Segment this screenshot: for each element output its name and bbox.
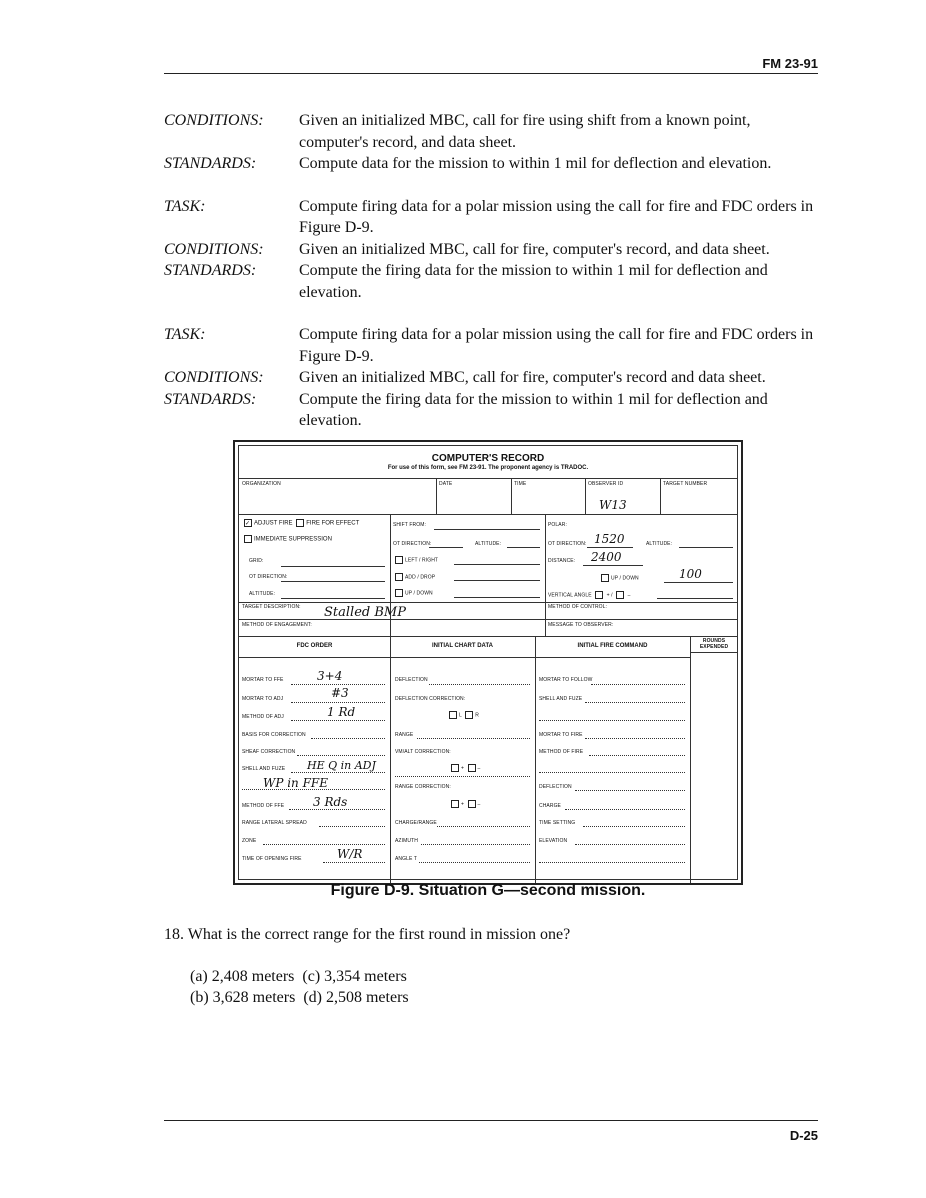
mortar-to-ffe-label: MORTAR TO FFE: [242, 677, 284, 683]
date-label: DATE: [439, 481, 453, 487]
l-r-option[interactable]: L R: [447, 711, 479, 719]
task-text: Compute firing data for a polar mission using the call for fire and FDC orders in Figure D-9.: [299, 197, 814, 236]
azimuth-label: AZIMUTH: [395, 838, 418, 844]
altitude-label: ALTITUDE:: [249, 591, 276, 597]
answer-row-2: [190, 989, 409, 1007]
polar-label: POLAR:: [548, 522, 567, 528]
conditions-label: CONDITIONS:: [164, 112, 264, 129]
figure-caption: Figure D-9. Situation G—second mission.: [330, 882, 646, 899]
ffe-box[interactable]: [296, 519, 304, 527]
time-label: TIME: [514, 481, 527, 487]
task-label: TASK:: [164, 197, 206, 215]
observer-id-label: OBSERVER ID: [588, 481, 624, 487]
col-rounds-expended: ROUNDS EXPENDED: [699, 638, 729, 650]
method-of-control-label: METHOD OF CONTROL:: [548, 604, 608, 610]
task-row: [164, 324, 820, 367]
distance-label: DISTANCE:: [548, 558, 576, 564]
conditions-label: CONDITIONS:: [164, 369, 264, 386]
method-of-adj-value: 1 Rd: [327, 705, 356, 719]
message-to-observer-label: MESSAGE TO OBSERVER:: [548, 622, 614, 628]
wp-in-ffe-value: WP in FFE: [263, 776, 329, 790]
immediate-suppression-checkbox[interactable]: [242, 535, 332, 543]
grid-label: GRID:: [249, 558, 264, 564]
standards-row: [164, 260, 820, 303]
col-initial-chart-data: INITIAL CHART DATA: [432, 643, 493, 649]
time-of-opening-fire-label: TIME OF OPENING FIRE: [242, 856, 302, 862]
target-description-value: Stalled BMP: [324, 605, 406, 620]
answer-a: (a) 2,408 meters: [190, 968, 295, 985]
mortar-to-follow-label: MORTAR TO FOLLOW: [539, 677, 593, 683]
plus-box[interactable]: [451, 800, 459, 808]
task-label: TASK:: [164, 326, 206, 343]
deflection2-label: DEFLECTION: [539, 784, 572, 790]
standards-label: STANDARDS:: [164, 390, 257, 408]
method-of-engagement-label: METHOD OF ENGAGEMENT:: [242, 622, 312, 628]
ot-direction-value: 1520: [594, 532, 625, 546]
range-plus-minus[interactable]: + –: [449, 800, 480, 808]
adjust-fire-label: ADJUST FIRE: [254, 520, 293, 527]
standards-row: [164, 389, 820, 432]
l-box[interactable]: [449, 711, 457, 719]
up2-box[interactable]: [601, 574, 609, 582]
body-text: [164, 110, 820, 432]
minus-box[interactable]: [468, 800, 476, 808]
mortar-to-adj-value: #3: [331, 686, 349, 700]
conditions-row: [164, 367, 820, 389]
left-box[interactable]: [395, 556, 403, 564]
plus-box[interactable]: [451, 764, 459, 772]
conditions-row: [164, 110, 820, 153]
mortar-to-fire-label: MORTAR TO FIRE: [539, 732, 583, 738]
elevation-label: ELEVATION: [539, 838, 568, 844]
question-18: 18. What is the correct range for the first round in mission one?: [164, 926, 571, 943]
charge-label: CHARGE: [539, 803, 561, 809]
answer-b: (b) 3,628 meters: [190, 989, 296, 1006]
charge-range-label: CHARGE/RANGE: [395, 820, 437, 826]
zone-label: ZONE: [242, 838, 257, 844]
deflection-correction-label: DEFLECTION CORRECTION:: [395, 696, 466, 702]
immediate-suppression-label: IMMEDIATE SUPPRESSION: [254, 536, 332, 543]
shift-from-label: SHIFT FROM:: [393, 522, 426, 528]
up-box[interactable]: [395, 589, 403, 597]
ffe-label: FIRE FOR EFFECT: [306, 520, 360, 527]
observer-id-value: W13: [599, 498, 627, 512]
standards-text: Compute the firing data for the mission to within 1 mil for deflection and elevation.: [299, 262, 768, 301]
page-header: FM 23-91: [762, 56, 818, 71]
organization-label: ORGANIZATION: [242, 481, 281, 487]
immediate-suppression-box[interactable]: [244, 535, 252, 543]
answer-d: (d) 2,508 meters: [303, 989, 409, 1006]
form-title: COMPUTER'S RECORD: [431, 453, 545, 464]
task-text: Compute firing data for a polar mission using the call for fire and FDC orders in Figure D-9.: [299, 326, 814, 365]
time-setting-label: TIME SETTING: [539, 820, 576, 826]
time-of-opening-fire-value: W/R: [337, 847, 363, 861]
standards-text: Compute the firing data for the mission to within 1 mil for deflection and elevation.: [299, 390, 768, 429]
conditions-label: CONDITIONS:: [164, 240, 264, 258]
add-box[interactable]: [395, 573, 403, 581]
footer-rule: [164, 1120, 818, 1121]
conditions-text: Given an initialized MBC, call for fire, computer's record and data sheet.: [299, 369, 766, 386]
conditions-text: Given an initialized MBC, call for fire using shift from a known point, computer's record, and data sheet.: [299, 112, 751, 151]
col-fdc-order: FDC ORDER: [296, 643, 333, 649]
distance-value: 2400: [591, 550, 622, 564]
adjust-fire-box[interactable]: ✓: [245, 521, 251, 527]
add-drop-option[interactable]: ADD / DROP: [393, 573, 435, 581]
deflection-label: DEFLECTION: [395, 677, 428, 683]
vertical-angle-label: VERTICAL ANGLE + / –: [548, 592, 631, 599]
form-subtitle: For use of this form, see FM 23-91. The proponent agency is TRADOC.: [387, 465, 589, 471]
method-of-ffe-label: METHOD OF FFE: [242, 803, 285, 809]
up-down2-option[interactable]: UP / DOWN: [599, 574, 639, 582]
method-of-ffe-value: 3 Rds: [313, 795, 348, 809]
computers-record-form: [233, 440, 743, 885]
standards-label: STANDARDS:: [164, 262, 257, 279]
shell-and-fuze-label: SHELL AND FUZE: [242, 766, 286, 772]
method-of-fire-label: METHOD OF FIRE: [539, 749, 584, 755]
range-correction-label: RANGE CORRECTION:: [395, 784, 451, 790]
up-down-option[interactable]: UP / DOWN: [393, 589, 433, 597]
altitude2-label: ALTITUDE:: [475, 541, 502, 547]
down-value: 100: [679, 567, 702, 581]
basis-for-correction-label: BASIS FOR CORRECTION: [242, 732, 306, 738]
answer-row-1: [190, 968, 407, 986]
vmalt-correction-label: VM/ALT CORRECTION:: [395, 749, 451, 755]
standards-text: Compute data for the mission to within 1 mil for deflection and elevation.: [299, 155, 772, 172]
vmalt-plus-minus[interactable]: + –: [449, 764, 480, 772]
ot-direction-label: OT DIRECTION:: [249, 574, 288, 580]
col-initial-fire-command: INITIAL FIRE COMMAND: [577, 643, 648, 649]
range-lateral-spread-label: RANGE LATERAL SPREAD: [242, 820, 307, 826]
method-of-adj-label: METHOD OF ADJ: [242, 714, 284, 720]
ot-direction3-label: OT DIRECTION:: [548, 541, 587, 547]
altitude3-label: ALTITUDE:: [646, 541, 673, 547]
form-inner-border: [238, 445, 738, 880]
ot-direction2-label: OT DIRECTION:: [393, 541, 432, 547]
mortar-to-adj-label: MORTAR TO ADJ: [242, 696, 284, 702]
answer-c: (c) 3,354 meters: [302, 968, 407, 985]
mortar-to-ffe-value: 3+4: [317, 669, 343, 683]
minus-box[interactable]: [468, 764, 476, 772]
standards-label: STANDARDS:: [164, 155, 257, 172]
conditions-text: Given an initialized MBC, call for fire, computer's record, and data sheet.: [299, 240, 770, 258]
r-box[interactable]: [465, 711, 473, 719]
page-number: D-25: [789, 1128, 818, 1143]
shell-and-fuze-value: HE Q in ADJ: [307, 759, 376, 772]
header-rule: [164, 73, 818, 74]
adjust-fire-checkbox[interactable]: [242, 519, 359, 527]
angle-t-label: ANGLE T: [395, 856, 418, 862]
shell-and-fuze2-label: SHELL AND FUZE: [539, 696, 583, 702]
target-description-label: TARGET DESCRIPTION:: [242, 604, 301, 610]
target-number-label: TARGET NUMBER: [663, 481, 708, 487]
task-row: [164, 196, 820, 239]
left-right-option[interactable]: LEFT / RIGHT: [393, 556, 438, 564]
standards-row: [164, 153, 820, 175]
range-label: RANGE: [395, 732, 414, 738]
conditions-row: [164, 239, 820, 261]
sheaf-correction-label: SHEAF CORRECTION: [242, 749, 296, 755]
